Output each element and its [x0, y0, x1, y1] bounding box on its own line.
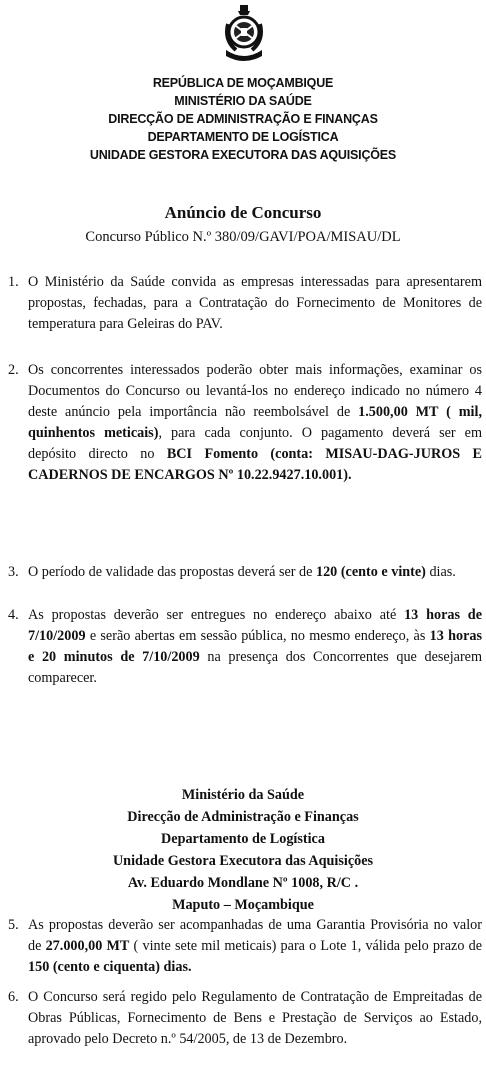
validity-days: 120 (cento e vinte) [315, 564, 426, 580]
opening-time: 13 horas e 20 minutos de 7/10/2009 [28, 628, 482, 665]
item-text: O período de validade das propostas deverá ser de 120 (cento e vinte) dias. [28, 564, 456, 580]
heading-line-ministry: MINISTÉRIO DA SAÚDE [174, 94, 312, 108]
address-line-city: Maputo – Moçambique [172, 897, 314, 913]
address-line-ministry: Ministério da Saúde [181, 787, 305, 803]
address-line-department: Departamento de Logística [161, 831, 325, 847]
guarantee-period: 150 (cento e ciquenta) dias. [28, 959, 192, 975]
list-item-6 [8, 987, 482, 1050]
item-number: 6. [8, 989, 19, 1005]
heading-line-republic: REPÚBLICA DE MOÇAMBIQUE [152, 76, 334, 90]
list-item-4 [8, 605, 482, 689]
item-text: O Concurso será regido pelo Regulamento de Contratação de Empreitadas de Obras Públicas, Fornecimento de Bens e Prestação de Serviços ao Estado, aprovado pelo Decreto n.º 54/2005, de 13 de Dezembro. [28, 989, 482, 1047]
list-item-2 [8, 360, 482, 486]
guarantee-amount: 27.000,00 MT [45, 938, 130, 954]
heading-line-department: DEPARTAMENTO DE LOGÍSTICA [147, 130, 339, 144]
item-text: As propostas deverão ser acompanhadas de uma Garantia Provisória no valor de 27.000,00 MT ( vinte sete mil meticais) para o Lote 1, válida pelo prazo de 150 (cento e ciquenta) dias. [28, 917, 482, 975]
submission-address [0, 784, 486, 916]
item-text: O Ministério da Saúde convida as empresas interessadas para apresentarem propostas, fechadas, para a Contratação do Fornecimento de Monitores de temperatura para Geleiras do PAV. [28, 274, 482, 332]
notice-reference: Concurso Público N.º 380/09/GAVI/POA/MISAU/DL [85, 229, 401, 245]
address-line-unit: Unidade Gestora Executora das Aquisições [112, 853, 374, 869]
list-item-5 [8, 915, 482, 978]
item-number: 4. [8, 607, 19, 623]
submission-deadline: 13 horas de 7/10/2009 [28, 607, 482, 644]
bank-account: BCI Fomento (conta: MISAU-DAG-JUROS E CADERNOS DE ENCARGOS Nº 10.22.9427.10.001). [28, 446, 482, 483]
address-line-directorate: Direcção de Administração e Finanças [127, 809, 359, 825]
list-item-1 [8, 272, 482, 335]
item-number: 2. [8, 362, 19, 378]
heading-line-unit: UNIDADE GESTORA EXECUTORA DAS AQUISIÇÕES [89, 148, 397, 162]
notice-title: Anúncio de Concurso [164, 203, 322, 222]
heading-line-directorate: DIRECÇÃO DE ADMINISTRAÇÃO E FINANÇAS [108, 112, 378, 126]
list-item-3 [8, 562, 482, 583]
issuer-heading [0, 74, 486, 164]
national-emblem-icon [222, 4, 266, 66]
address-line-street: Av. Eduardo Mondlane Nº 1008, R/C . [127, 875, 359, 891]
item-number: 1. [8, 274, 19, 290]
item-number: 3. [8, 564, 19, 580]
item-text: Os concorrentes interessados poderão obter mais informações, examinar os Documentos do Concurso ou levantá-los no endereço indicado no número 4 deste anúncio pela importância não reembolsável de 1.500,00 MT ( mil, quinhentos meticais), para cada conjunto. O pagamento deverá ser em depósito directo no BCI Fomento (conta: MISAU-DAG-JUROS E CADERNOS DE ENCARGOS Nº 10.22.9427.10.001). [28, 362, 483, 483]
item-text: As propostas deverão ser entregues no endereço abaixo até 13 horas de 7/10/2009 e serão abertas em sessão pública, no mesmo endereço, às 13 horas e 20 minutos de 7/10/2009 na presença dos Concorrentes que desejarem comparecer. [28, 607, 482, 686]
item-number: 5. [8, 917, 19, 933]
fee-amount: 1.500,00 MT ( mil, quinhentos meticais) [28, 404, 482, 441]
